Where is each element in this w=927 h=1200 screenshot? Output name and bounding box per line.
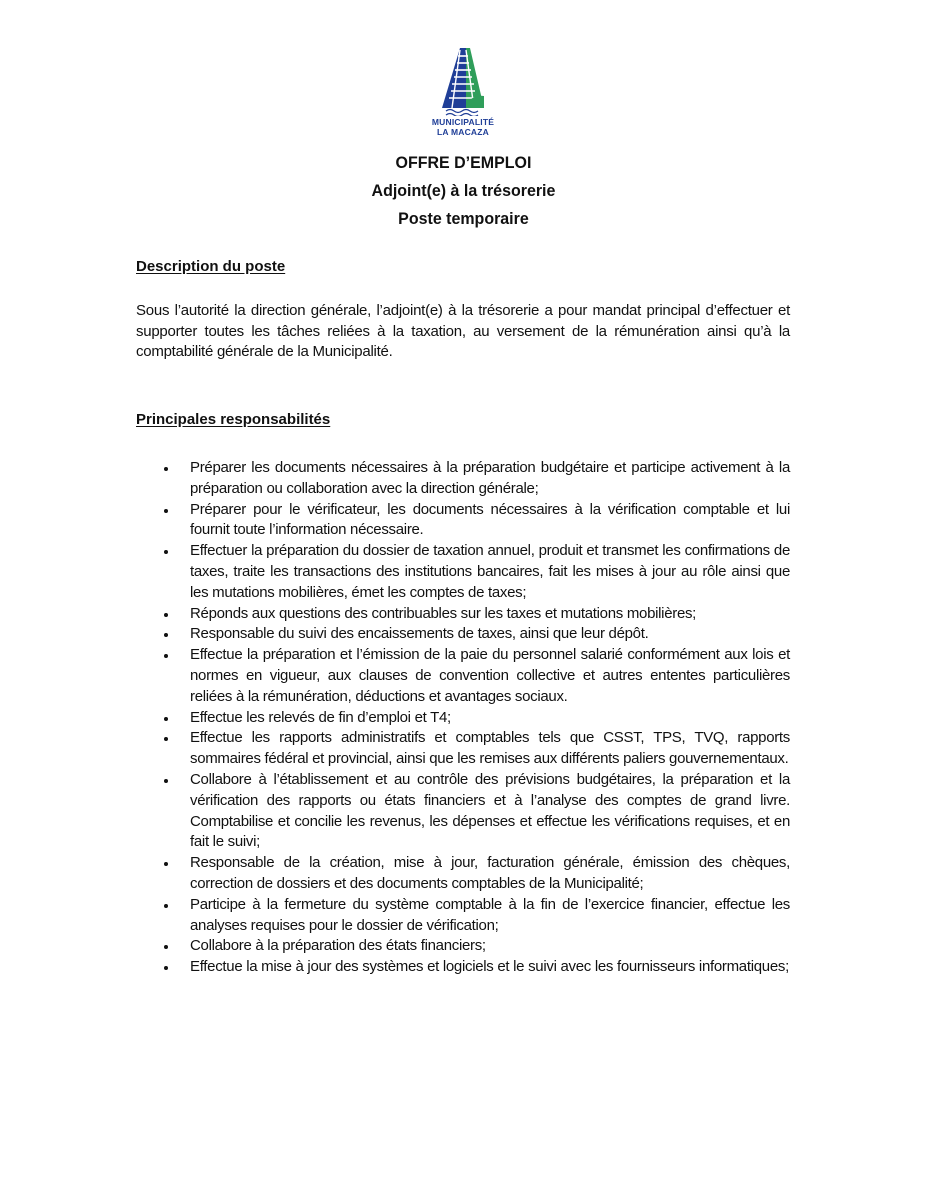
list-item-text: Effectuer la préparation du dossier de taxation annuel, produit et transmet les confirmations de taxes, traite les transactions des institutions bancaires, fait les mises à jour au rôle ainsi que les mutations mobilières, émet les comptes de taxes; bbox=[190, 542, 790, 601]
list-item-text: Préparer pour le vérificateur, les documents nécessaires à la vérification comptable et lui fournit toute l’information nécessaire. bbox=[190, 500, 790, 539]
bullet-icon bbox=[164, 966, 168, 970]
list-item bbox=[136, 853, 790, 895]
bullet-icon bbox=[164, 737, 168, 741]
document-subtitle: Adjoint(e) à la trésorerie bbox=[371, 181, 556, 200]
document-title: OFFRE D’EMPLOI bbox=[395, 153, 532, 172]
list-item bbox=[136, 458, 790, 500]
list-item bbox=[136, 500, 790, 542]
list-item bbox=[136, 604, 790, 625]
bullet-icon bbox=[164, 613, 168, 617]
list-item bbox=[136, 957, 790, 978]
list-item-text: Responsable du suivi des encaissements de taxes, ainsi que leur dépôt. bbox=[190, 625, 649, 643]
list-item-text: Préparer les documents nécessaires à la préparation budgétaire et participe activement à la préparation ou collaboration avec la direction générale; bbox=[190, 459, 790, 497]
responsibilities-list bbox=[136, 458, 790, 978]
description-paragraph: Sous l’autorité la direction générale, l’adjoint(e) à la trésorerie a pour mandat principal d’effectuer et supporter toutes les tâches reliées à la taxation, au versement de la rémunération ainsi qu’à la comptabilité générale de la Municipalité. bbox=[136, 302, 790, 360]
list-item-text: Collabore à l’établissement et au contrôle des prévisions budgétaires, la préparation et la vérification des rapports ou états financiers et à l’analyse des comptes de grand livre. Comptabilise et concilie les revenus, les dépenses et effectue les vérifications requises, et en fait le suivi; bbox=[190, 770, 790, 851]
list-item-text: Effectue la mise à jour des systèmes et logiciels et le suivi avec les fournisseurs informatiques; bbox=[190, 958, 789, 976]
list-item bbox=[136, 645, 790, 707]
list-item-text: Collabore à la préparation des états financiers; bbox=[190, 937, 486, 955]
document-subtitle-2: Poste temporaire bbox=[398, 209, 529, 228]
bullet-icon bbox=[164, 654, 168, 658]
list-item-text: Réponds aux questions des contribuables sur les taxes et mutations mobilières; bbox=[190, 604, 697, 622]
description-heading: Description du poste bbox=[136, 258, 286, 275]
list-item bbox=[136, 770, 790, 853]
bullet-icon bbox=[164, 550, 168, 554]
bullet-icon bbox=[164, 509, 168, 513]
list-item bbox=[136, 624, 790, 645]
list-item bbox=[136, 895, 790, 937]
list-item bbox=[136, 541, 790, 603]
list-item-text: Effectue les relevés de fin d’emploi et T4; bbox=[190, 708, 451, 726]
municipality-logo bbox=[416, 44, 510, 139]
list-item-text: Effectue les rapports administratifs et comptables tels que CSST, TPS, TVQ, rapports sommaires fédéral et provincial, ainsi que les remises aux différents paliers gouvernementaux. bbox=[190, 729, 790, 768]
responsibilities-heading: Principales responsabilités bbox=[136, 411, 331, 428]
list-item bbox=[136, 708, 790, 729]
list-item-text: Participe à la fermeture du système comptable à la fin de l’exercice financier, effectue les analyses requises pour le dossier de vérification; bbox=[190, 895, 790, 934]
list-item-text: Effectue la préparation et l’émission de la paie du personnel salarié conformément aux lois et normes en vigueur, aux clauses de convention collective et autres ententes particulières reliées à la rémunération, déductions et avantages sociaux. bbox=[190, 646, 790, 705]
logo-text-la-macaza: LA MACAZA bbox=[436, 127, 489, 137]
logo-emblem-icon bbox=[440, 46, 486, 110]
bullet-icon bbox=[164, 467, 168, 471]
bullet-icon bbox=[164, 904, 168, 908]
bullet-icon bbox=[164, 633, 168, 637]
logo-waves-icon bbox=[444, 108, 484, 116]
logo-text-municipalite: MUNICIPALITÉ bbox=[431, 117, 495, 127]
bullet-icon bbox=[164, 717, 168, 721]
bullet-icon bbox=[164, 945, 168, 949]
list-item-text: Responsable de la création, mise à jour, facturation générale, émission des chèques, correction de dossiers et des documents comptables de la Municipalité; bbox=[190, 854, 790, 892]
list-item bbox=[136, 936, 790, 957]
bullet-icon bbox=[164, 862, 168, 866]
list-item bbox=[136, 728, 790, 770]
bullet-icon bbox=[164, 779, 168, 783]
